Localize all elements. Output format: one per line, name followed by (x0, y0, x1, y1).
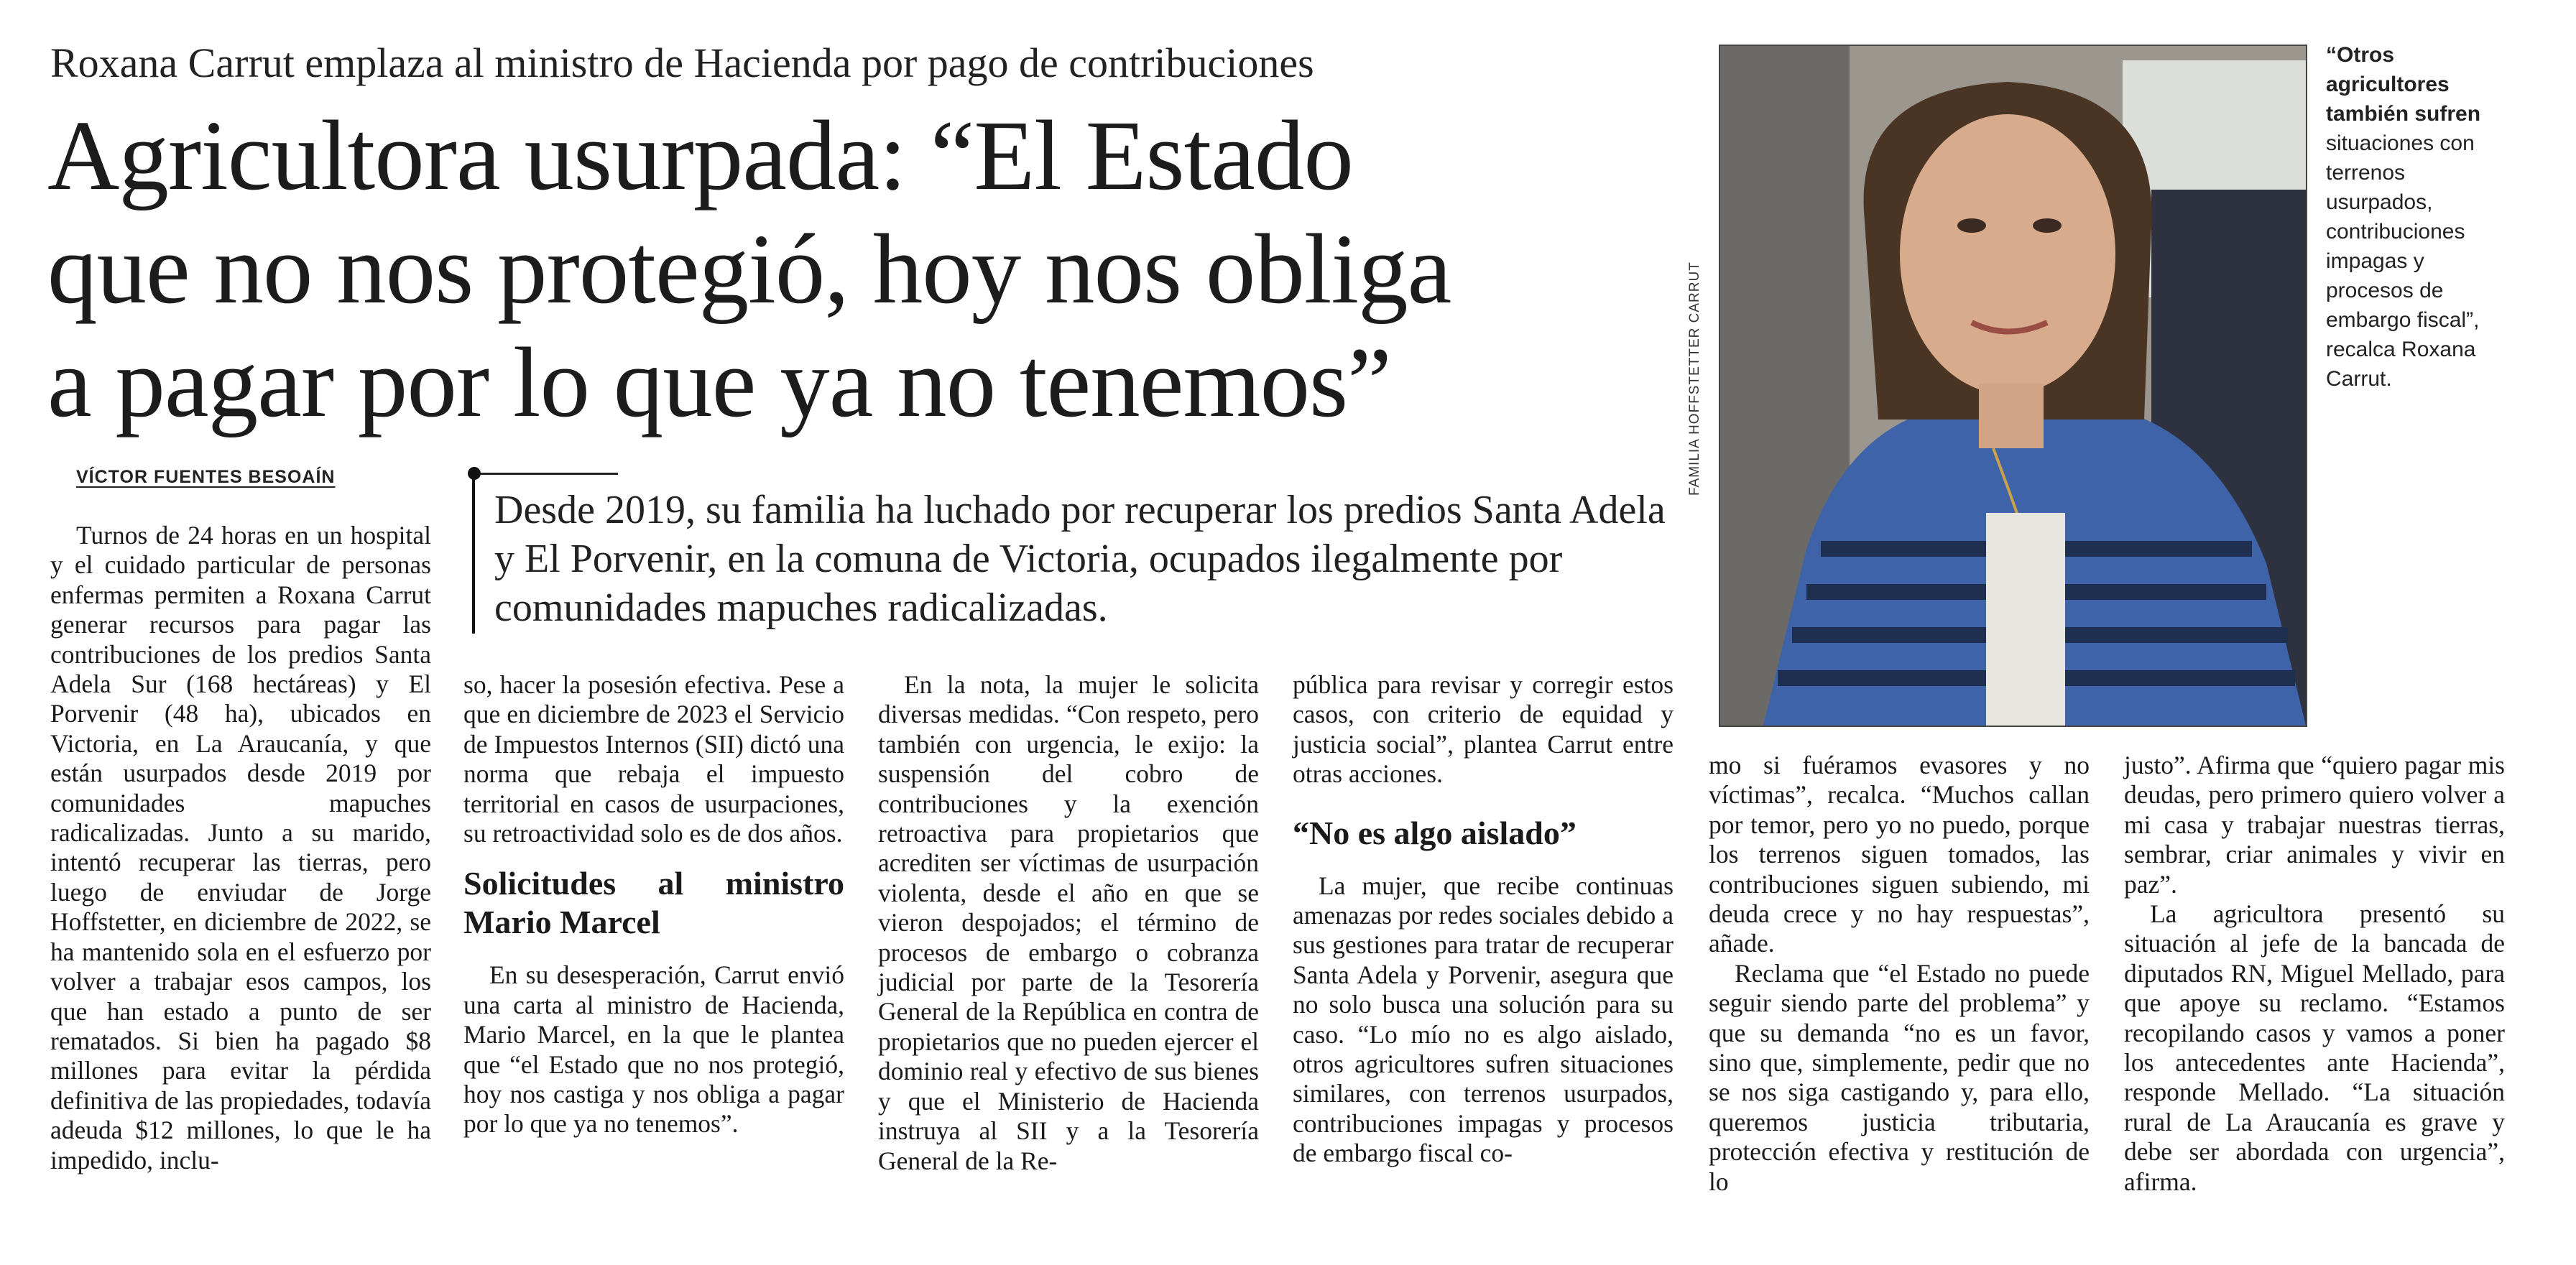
body-column-6 (2124, 751, 2505, 1197)
headline-line-3: a pagar por lo que ya no tenemos” (47, 328, 1391, 438)
byline: VÍCTOR FUENTES BESOAÍN (76, 467, 336, 487)
portrait-photo (1719, 45, 2307, 727)
body-paragraph: En su desesperación, Carrut envió una carta al ministro de Hacienda, Mario Marcel, en la que le plantea que “el Estado que no nos protegió, hoy nos castiga y nos obliga a pagar por lo que ya no tenemos”. (463, 960, 844, 1139)
body-paragraph: La mujer, que recibe continuas amenazas por redes sociales debido a sus gestiones para tratar de recuperar Santa Adela y Porvenir, asegura que no solo busca una solución para su caso. “Lo mío no es algo aislado, otros agricultores sufren situaciones similares, con terrenos usurpados, contribuciones impagas y procesos de embargo fiscal co- (1293, 871, 1674, 1168)
body-column-1 (50, 521, 431, 1175)
lead-bar (472, 474, 475, 634)
byline-rule (474, 473, 618, 475)
body-paragraph: pública para revisar y corregir estos casos, con criterio de equidad y justicia social”, plantea Carrut entre otras acciones. (1293, 670, 1674, 789)
body-paragraph: mo si fuéramos evasores y no víctimas”, recalca. “Muchos callan por temor, pero yo no puedo, porque los terrenos siguen tomados, las contribuciones siguen subiendo, mi deuda crece y no hay respuestas”, añade. (1709, 751, 2090, 958)
body-column-2 (463, 670, 844, 1139)
pull-quote-bold: “Otros agricultores también sufren (2326, 43, 2481, 126)
headline-line-2: que no nos protegió, hoy nos obliga (47, 214, 1451, 325)
article-kicker: Roxana Carrut emplaza al ministro de Hacienda por pago de contribuciones (50, 40, 1314, 86)
pull-quote-text: situaciones con terrenos usurpados, contribuciones impagas y procesos de embargo fiscal”, recalca Roxana Carrut. (2326, 131, 2480, 391)
body-column-4 (1293, 670, 1674, 1169)
subhead-no-es-algo-aislado: “No es algo aislado” (1293, 814, 1576, 851)
body-paragraph: so, hacer la posesión efectiva. Pese a que en diciembre de 2023 el Servicio de Impuestos Internos (SII) dictó una norma que rebaja el impuesto territorial en casos de usurpaciones, su retroactividad solo es de dos años. (463, 670, 844, 848)
photo-credit: FAMILIA HOFFSTETTER CARRUT (1687, 261, 1702, 496)
body-column-5 (1709, 751, 2090, 1197)
article-headline (47, 99, 1700, 440)
body-paragraph: Turnos de 24 horas en un hospital y el cuidado particular de personas enfermas permiten a Roxana Carrut generar recursos para pagar las contribuciones de los predios Santa Adela Sur (168 hectáreas) y El Porvenir (48 ha), ubicados en Victoria, en La Araucanía, y que están usurpados desde 2019 por comunidades mapuches radicalizadas. Junto a su marido, intentó recuperar las tierras, pero luego de enviudar de Jorge Hoffstetter, en diciembre de 2022, se ha mantenido sola en el esfuerzo por volver a trabajar esos campos, los que han estado a punto de ser rematados. Si bien ha pagado $8 millones para evitar la pérdida definitiva de las propiedades, todavía adeuda $12 millones, lo que le ha impedido, inclu- (50, 521, 431, 1174)
body-paragraph: Reclama que “el Estado no puede seguir siendo parte del problema” y que su demanda “no es un favor, sino que, simplemente, pedir que no se nos siga castigando y, para ello, queremos justicia tributaria, protección efectiva y restitución de lo (1709, 958, 2090, 1196)
body-paragraph: En la nota, la mujer le solicita diversas medidas. “Con respeto, pero también con urgencia, le exijo: la suspensión del cobro de contribuciones y la exención retroactiva para propietarios que acrediten ser víctimas de usurpación violenta, desde el año en que se vieron despojados; el término de procesos de embargo o cobranza judicial por parte de la Tesorería General de la República en contra de propietarios que no pueden ejercer el dominio real y efectivo de sus bienes y que el Ministerio de Hacienda instruya al SII y a la Tesorería General de la Re- (878, 670, 1259, 1175)
body-column-3 (878, 670, 1259, 1176)
body-paragraph: La agricultora presentó su situación al jefe de la bancada de diputados RN, Miguel Mellado, para que apoye su reclamo. “Estamos recopilando casos y vamos a poner los antecedentes ante Hacienda”, responde Mellado. “La situación rural de La Araucanía es grave y debe ser abordada con urgencia”, afirma. (2124, 899, 2505, 1196)
subhead-solicitudes: Solicitudes al ministro Mario Marcel (463, 865, 844, 941)
lead-paragraph: Desde 2019, su familia ha luchado por recuperar los predios Santa Adela y El Porvenir, en la comuna de Victoria, ocupados ilegalmente por comunidades mapuches radicalizadas. (494, 488, 1666, 630)
pull-quote (2326, 40, 2506, 394)
headline-line-1: Agricultora usurpada: “El Estado (47, 101, 1353, 211)
body-paragraph: justo”. Afirma que “quiero pagar mis deudas, pero primero quiero volver a mi casa y trabajar nuestras tierras, sembrar, criar animales y vivir en paz”. (2124, 751, 2505, 899)
portrait-illustration (1720, 46, 2306, 726)
